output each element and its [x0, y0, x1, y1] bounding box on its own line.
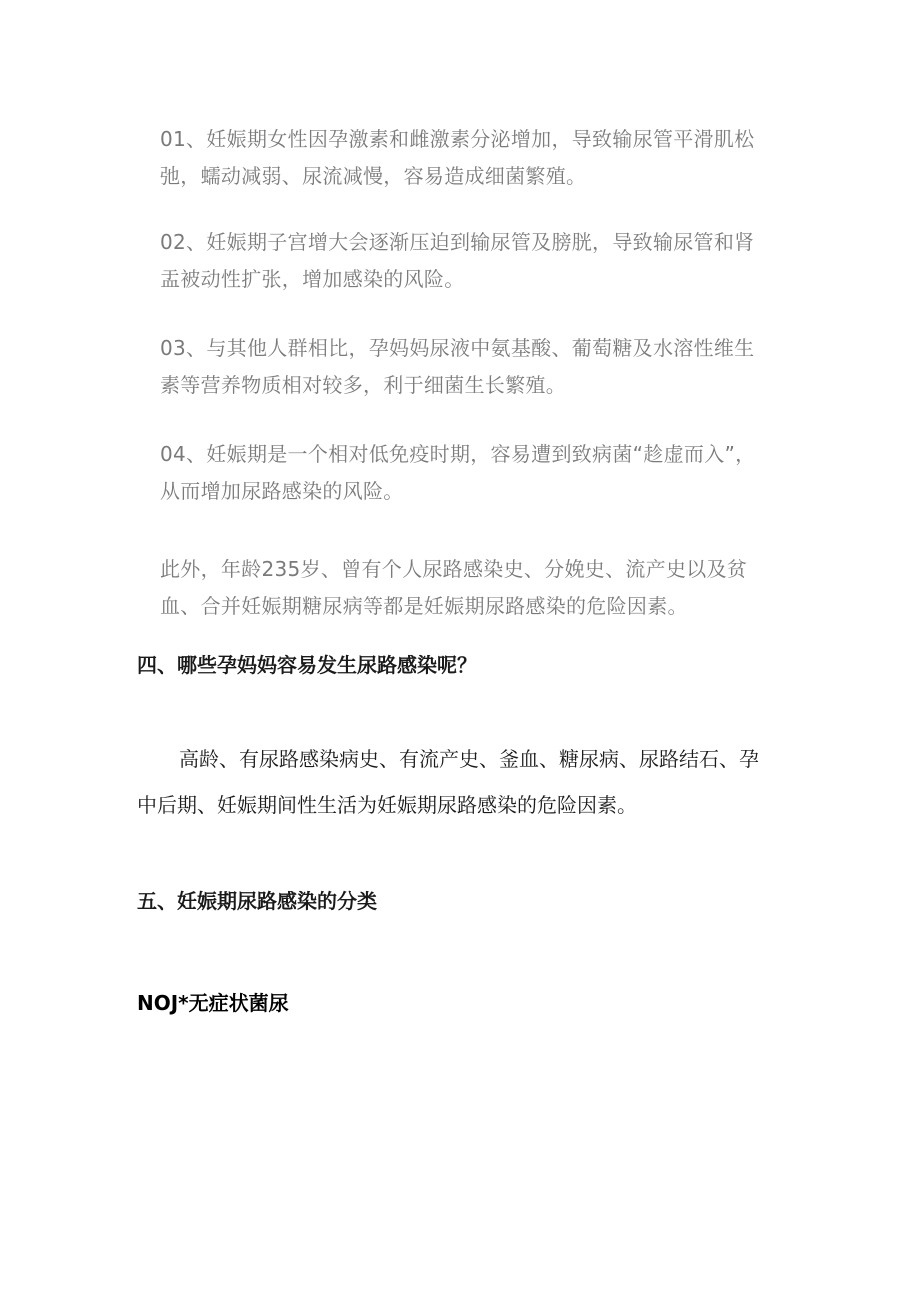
paragraph-04: 04、妊娠期是一个相对低免疫时期，容易遭到致病菌“趁虚而入”，从而增加尿路感染的风险。 [160, 442, 756, 503]
paragraph-additional-risk: 此外，年龄235岁、曾有个人尿路感染史、分娩史、流产史以及贫血、合并妊娠期糖尿病等都是妊娠期尿路感染的危险因素。 [160, 557, 748, 618]
section-5-subheading: NOJ*无症状菌尿 [137, 991, 289, 1015]
section-5-heading: 五、妊娠期尿路感染的分类 [137, 889, 377, 913]
paragraph-03: 03、与其他人群相比，孕妈妈尿液中氨基酸、葡萄糖及水溶性维生素等营养物质相对较多，利于细菌生长繁殖。 [160, 336, 755, 397]
section-4-heading: 四、哪些孕妈妈容易发生尿路感染呢？ [137, 653, 477, 677]
section-4-body: 高龄、有尿路感染病史、有流产史、釜血、糖尿病、尿路结石、孕中后期、妊娠期间性生活为妊娠期尿路感染的危险因素。 [137, 747, 759, 817]
paragraph-02: 02、妊娠期子宫增大会逐渐压迫到输尿管及膀胱，导致输尿管和肾盂被动性扩张，增加感染的风险。 [160, 230, 755, 291]
paragraph-01: 01、妊娠期女性因孕激素和雌激素分泌增加，导致输尿管平滑肌松弛，蠕动减弱、尿流减慢，容易造成细菌繁殖。 [160, 127, 755, 188]
